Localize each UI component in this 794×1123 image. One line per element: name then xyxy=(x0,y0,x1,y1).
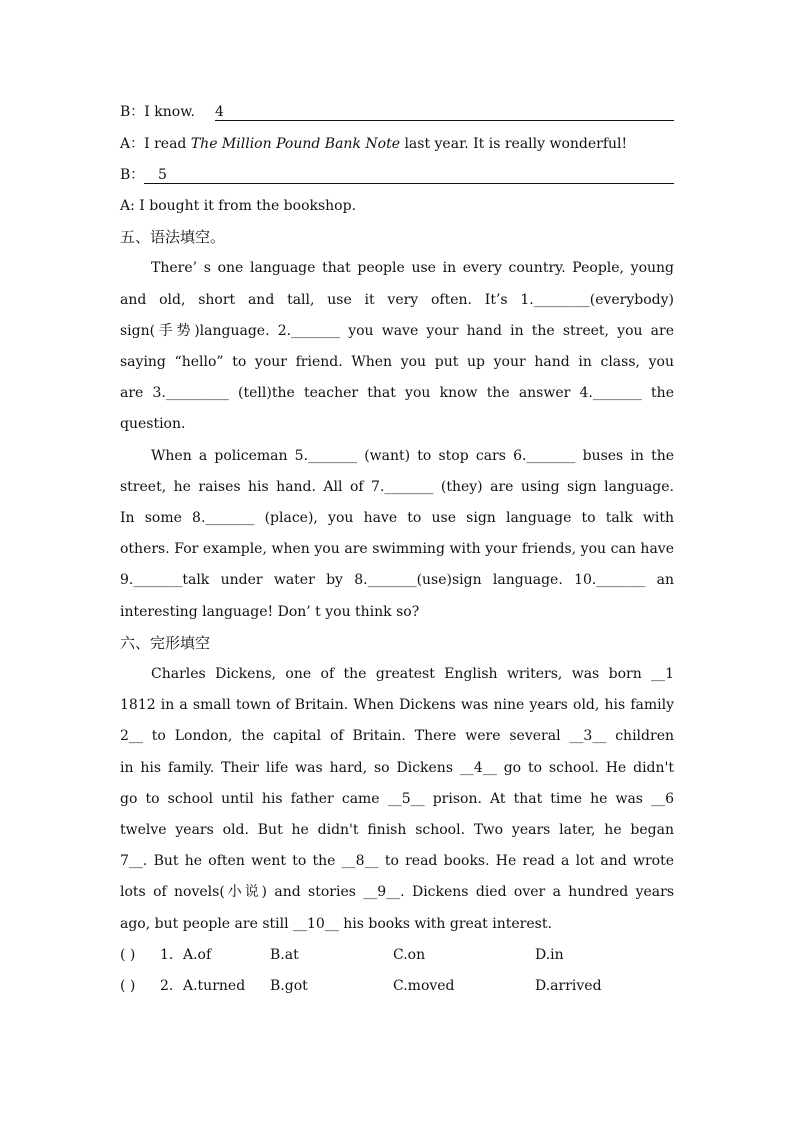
dialogue-a-bought: A: I bought it from the bookshop. xyxy=(120,198,357,214)
dialogue-a-read xyxy=(120,132,627,156)
dialogue-b4 xyxy=(120,100,674,124)
option-a[interactable]: A.of xyxy=(183,947,212,963)
blank-5[interactable] xyxy=(144,163,674,187)
s6-line-9: ago, but people are still __10__ his books with great interest. xyxy=(120,916,552,932)
s6-line-6: twelve years old. But he didn't finish school. Two years later, he began xyxy=(120,822,674,838)
question-1 xyxy=(120,943,674,967)
s5-p2-line-2: street, he raises his hand. All of 7._______ (they) are using sign language. xyxy=(120,479,674,495)
question-number: 2. xyxy=(160,978,174,994)
s5-p1-line-5: are 3._________ (tell)the teacher that you know the answer 4._______ the xyxy=(120,385,674,401)
question-number: 1. xyxy=(160,947,174,963)
s5-p1-line-4: saying “hello” to your friend. When you put up your hand in class, you xyxy=(120,354,674,370)
option-c[interactable]: C.moved xyxy=(393,978,455,994)
dialogue-b5-prefix: B： xyxy=(120,167,145,183)
dialogue-a-read-suffix: last year. It is really wonderful! xyxy=(404,136,628,152)
blank-4-label: 4 xyxy=(215,104,224,120)
s6-line-7: 7__. But he often went to the __8__ to read books. He read a lot and wrote xyxy=(120,853,674,869)
question-2 xyxy=(120,974,674,998)
option-d[interactable]: D.in xyxy=(535,947,564,963)
option-d[interactable]: D.arrived xyxy=(535,978,602,994)
dialogue-b4-prefix: B：I know. xyxy=(120,104,195,120)
s5-p2-line-4: others. For example, when you are swimming with your friends, you can have xyxy=(120,541,674,557)
answer-paren[interactable]: ( ) xyxy=(120,947,136,963)
s5-p1-line-3: sign(手势)language. 2._______ you wave your hand in the street, you are xyxy=(120,323,674,339)
dialogue-b5 xyxy=(120,163,674,187)
s6-line-5: go to school until his father came __5__ prison. At that time he was __6 xyxy=(120,791,674,807)
s5-p1-line-2: and old, short and tall, use it very often. It’s 1.________(everybody) xyxy=(120,292,674,308)
option-c[interactable]: C.on xyxy=(393,947,426,963)
blank-4[interactable] xyxy=(215,100,674,124)
s5-p2-line-5: 9._______talk under water by 8._______(use)sign language. 10._______ an xyxy=(120,572,674,588)
option-b[interactable]: B.at xyxy=(270,947,299,963)
s5-p2-line-1: When a policeman 5._______ (want) to stop cars 6._______ buses in the xyxy=(151,448,674,464)
book-title: The Million Pound Bank Note xyxy=(190,136,400,152)
blank-5-label: 5 xyxy=(158,167,167,183)
s6-line-4: in his family. Their life was hard, so Dickens __4__ go to school. He didn't xyxy=(120,760,674,776)
section6-heading: 六、完形填空 xyxy=(120,634,211,652)
s6-line-1: Charles Dickens, one of the greatest English writers, was born __1 xyxy=(151,666,674,682)
s6-line-2: 1812 in a small town of Britain. When Dickens was nine years old, his family xyxy=(120,697,674,713)
s5-p1-line-1: There’ s one language that people use in every country. People, young xyxy=(151,260,674,276)
option-a[interactable]: A.turned xyxy=(183,978,246,994)
answer-paren[interactable]: ( ) xyxy=(120,978,136,994)
s5-p2-line-3: In some 8._______ (place), you have to use sign language to talk with xyxy=(120,510,674,526)
s5-p2-line-6: interesting language! Don’ t you think so? xyxy=(120,604,420,620)
s6-line-8: lots of novels(小说) and stories __9__. Dickens died over a hundred years xyxy=(120,884,674,900)
s6-line-3: 2__ to London, the capital of Britain. There were several __3__ children xyxy=(120,728,674,744)
option-b[interactable]: B.got xyxy=(270,978,308,994)
dialogue-a-read-prefix: A：I read xyxy=(120,136,187,152)
s5-p1-line-6: question. xyxy=(120,416,186,432)
section5-heading: 五、语法填空。 xyxy=(120,228,226,246)
